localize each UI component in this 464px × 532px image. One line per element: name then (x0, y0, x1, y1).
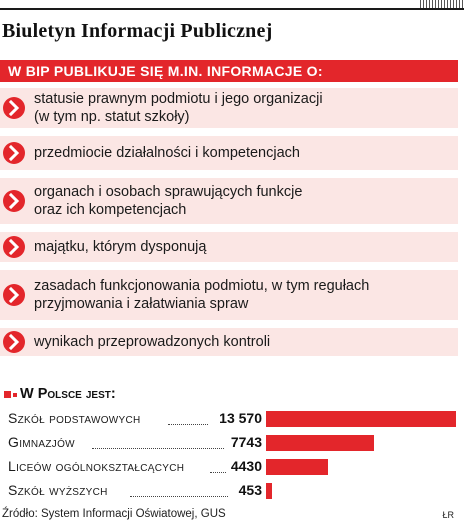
info-item-text (34, 90, 323, 126)
info-item-line: przyjmowania i załatwiania spraw (34, 296, 249, 312)
infographic-title: Biuletyn Informacji Publicznej (2, 20, 273, 42)
info-item-text (34, 144, 300, 162)
leader-dots (92, 448, 224, 449)
bar-value-label: 7743 (230, 434, 262, 450)
info-item-line: (w tym np. statut szkoły) (34, 109, 190, 125)
bar (266, 483, 272, 499)
bar-value-label: 13 570 (219, 410, 262, 426)
arrow-right-circle-icon (3, 97, 25, 119)
section-bullet-small-icon (13, 393, 17, 397)
arrow-right-circle-icon (3, 284, 25, 306)
section-bullet-icon (4, 391, 11, 398)
bar (266, 435, 374, 451)
arrow-right-circle-icon (3, 190, 25, 212)
source-note: Źródło: System Informacji Oświatowej, GUS (2, 508, 226, 520)
info-item-text (34, 333, 270, 351)
info-item-line: wynikach przeprowadzonych kontroli (34, 334, 271, 350)
top-rule (0, 8, 464, 10)
info-item-line: statusie prawnym podmiotu i jego organizacji (34, 91, 323, 107)
info-item (0, 88, 458, 128)
bar-value-label: 453 (238, 482, 262, 498)
bar-category-label: Gimnazjów (8, 434, 75, 450)
info-item-text (34, 183, 302, 219)
arrow-right-circle-icon (3, 142, 25, 164)
chart-title: W Polsce jest: (20, 386, 116, 402)
header-bar (0, 60, 458, 82)
leader-dots (130, 496, 228, 497)
bar-category-label: Liceów ogólnokształcących (8, 458, 185, 474)
leader-dots (168, 424, 208, 425)
info-item (0, 136, 458, 170)
info-item-line: zasadach funkcjonowania podmiotu, w tym regułach (34, 278, 370, 294)
bar-category-label: Szkół podstawowych (8, 410, 141, 426)
info-item-line: oraz ich kompetencjach (34, 202, 187, 218)
header-text: W BIP PUBLIKUJE SIĘ M.IN. INFORMACJE O: (8, 63, 323, 79)
author-initials: ŁR (442, 510, 454, 520)
info-item-line: organach i osobach sprawujących funkcje (34, 184, 303, 200)
bar-value-label: 4430 (230, 458, 262, 474)
bar-category-label: Szkół wyższych (8, 482, 108, 498)
info-item (0, 232, 458, 262)
info-item (0, 328, 458, 356)
info-item (0, 178, 458, 224)
bar (266, 411, 456, 427)
leader-dots (210, 472, 226, 473)
arrow-right-circle-icon (3, 331, 25, 353)
arrow-right-circle-icon (3, 236, 25, 258)
info-item-text (34, 238, 206, 256)
info-item (0, 270, 458, 320)
info-item-text (34, 277, 369, 313)
top-rule-ticks (420, 0, 464, 8)
info-item-line: przedmiocie działalności i kompetencjach (34, 145, 300, 161)
bar (266, 459, 328, 475)
info-item-line: majątku, którym dysponują (34, 239, 207, 255)
